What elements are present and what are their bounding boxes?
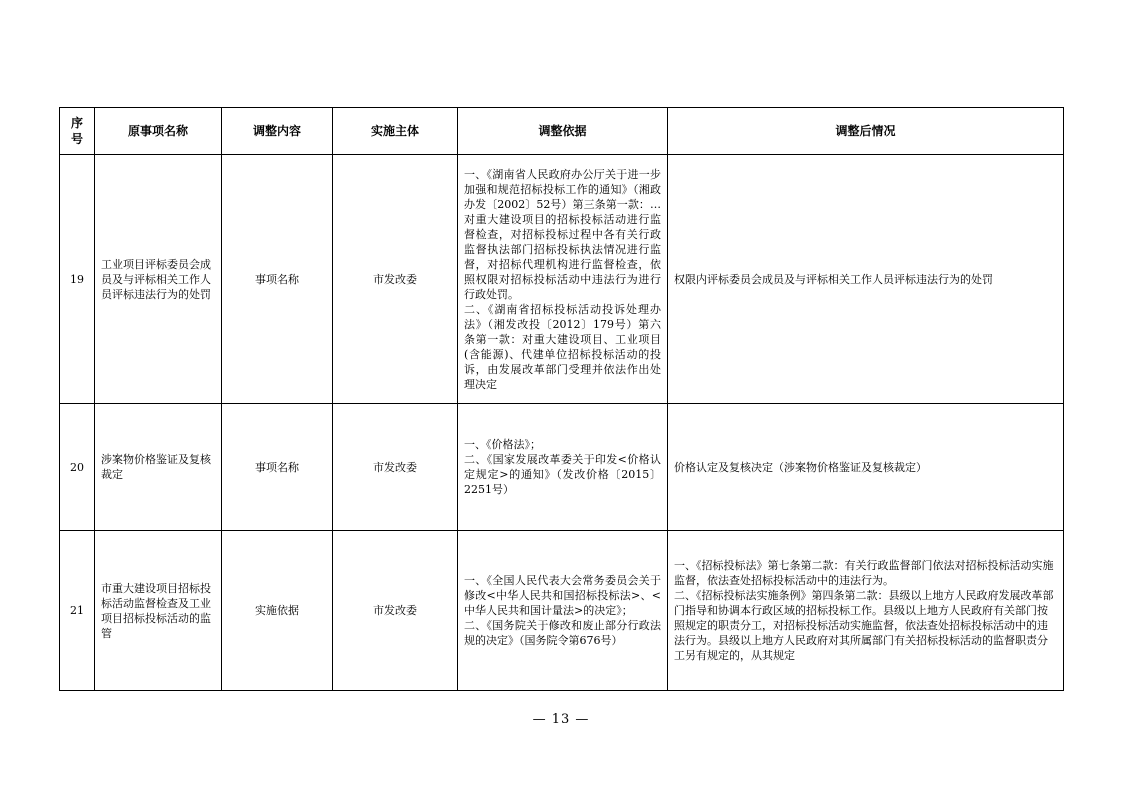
original-item-name: 工业项目评标委员会成员及与评标相关工作人员评标违法行为的处罚 xyxy=(95,155,222,404)
implementing-subject: 市发改委 xyxy=(333,531,458,691)
basis-paragraph: 二、《国家发展改革委关于印发<价格认定规定>的通知》（发改价格〔2015〕2251号） xyxy=(464,453,661,496)
header-number-text: 序号 xyxy=(71,116,84,146)
after-paragraph: 二、《招标投标法实施条例》第四条第二款：县级以上地方人民政府发展改革部门指导和协调本行政区域的招标投标工作。县级以上地方人民政府有关部门按照规定的职责分工，对招标投标活动实施监督，依法查处招标投标活动中的违法行为。县级以上地方人民政府对其所属部门有关招标投标活动的监督职责分工另有规定的，从其规定 xyxy=(674,589,1054,662)
table-header-row xyxy=(60,108,1064,155)
adjust-content: 事项名称 xyxy=(222,404,333,531)
basis-paragraph: 一、《价格法》； xyxy=(464,438,541,451)
table-row xyxy=(60,155,1064,404)
row-number: 21 xyxy=(60,531,95,691)
adjusted-situation xyxy=(668,404,1064,531)
row-number: 19 xyxy=(60,155,95,404)
adjusted-situation xyxy=(668,155,1064,404)
row-number: 20 xyxy=(60,404,95,531)
basis-paragraph: 一、《全国人民代表大会常务委员会关于修改<中华人民共和国招标投标法>、<中华人民共和国计量法>的决定》； xyxy=(464,574,661,617)
implementing-subject: 市发改委 xyxy=(333,155,458,404)
page-number: — 13 — xyxy=(532,712,590,727)
adjust-basis xyxy=(458,404,668,531)
header-number xyxy=(60,108,95,155)
adjust-basis xyxy=(458,155,668,404)
adjust-basis xyxy=(458,531,668,691)
original-item-name: 市重大建设项目招标投标活动监督检查及工业项目招标投标活动的监管 xyxy=(95,531,222,691)
after-paragraph: 价格认定及复核决定（涉案物价格鉴证及复核裁定） xyxy=(674,460,927,474)
basis-paragraph: 二、《国务院关于修改和废止部分行政法规的决定》（国务院令第676号） xyxy=(464,619,661,647)
after-paragraph: 一、《招标投标法》第七条第二款：有关行政监督部门依法对招标投标活动实施监督，依法查处招标投标活动中的违法行为。 xyxy=(674,559,1054,587)
header-subject: 实施主体 xyxy=(333,108,458,155)
header-adjust-content: 调整内容 xyxy=(222,108,333,155)
adjust-content: 事项名称 xyxy=(222,155,333,404)
table-row xyxy=(60,404,1064,531)
adjust-content: 实施依据 xyxy=(222,531,333,691)
adjusted-situation xyxy=(668,531,1064,691)
header-basis: 调整依据 xyxy=(458,108,668,155)
header-after: 调整后情况 xyxy=(668,108,1064,155)
basis-paragraph: 二、《湖南省招标投标活动投诉处理办法》（湘发改投〔2012〕179号）第六条第一款：对重大建设项目、工业项目(含能源)、代建单位招标投标活动的投诉，由发展改革部门受理并依法作出处理决定 xyxy=(464,302,661,391)
implementing-subject: 市发改委 xyxy=(333,404,458,531)
basis-paragraph: 一、《湖南省人民政府办公厅关于进一步加强和规范招标投标工作的通知》（湘政办发〔2002〕52号）第三条第一款：…对重大建设项目的招标投标活动进行监督检查，对招标投标过程中各有关行政监督执法部门招标投标执法情况进行监督，对招标代理机构进行监督检查，依照权限对招标投标活动中违法行为进行行政处罚。 xyxy=(464,167,661,301)
after-paragraph: 权限内评标委员会成员及与评标相关工作人员评标违法行为的处罚 xyxy=(674,272,993,286)
header-original-name: 原事项名称 xyxy=(95,108,222,155)
adjustment-table xyxy=(59,107,1064,691)
original-item-name: 涉案物价格鉴证及复核裁定 xyxy=(95,404,222,531)
table-row xyxy=(60,531,1064,691)
